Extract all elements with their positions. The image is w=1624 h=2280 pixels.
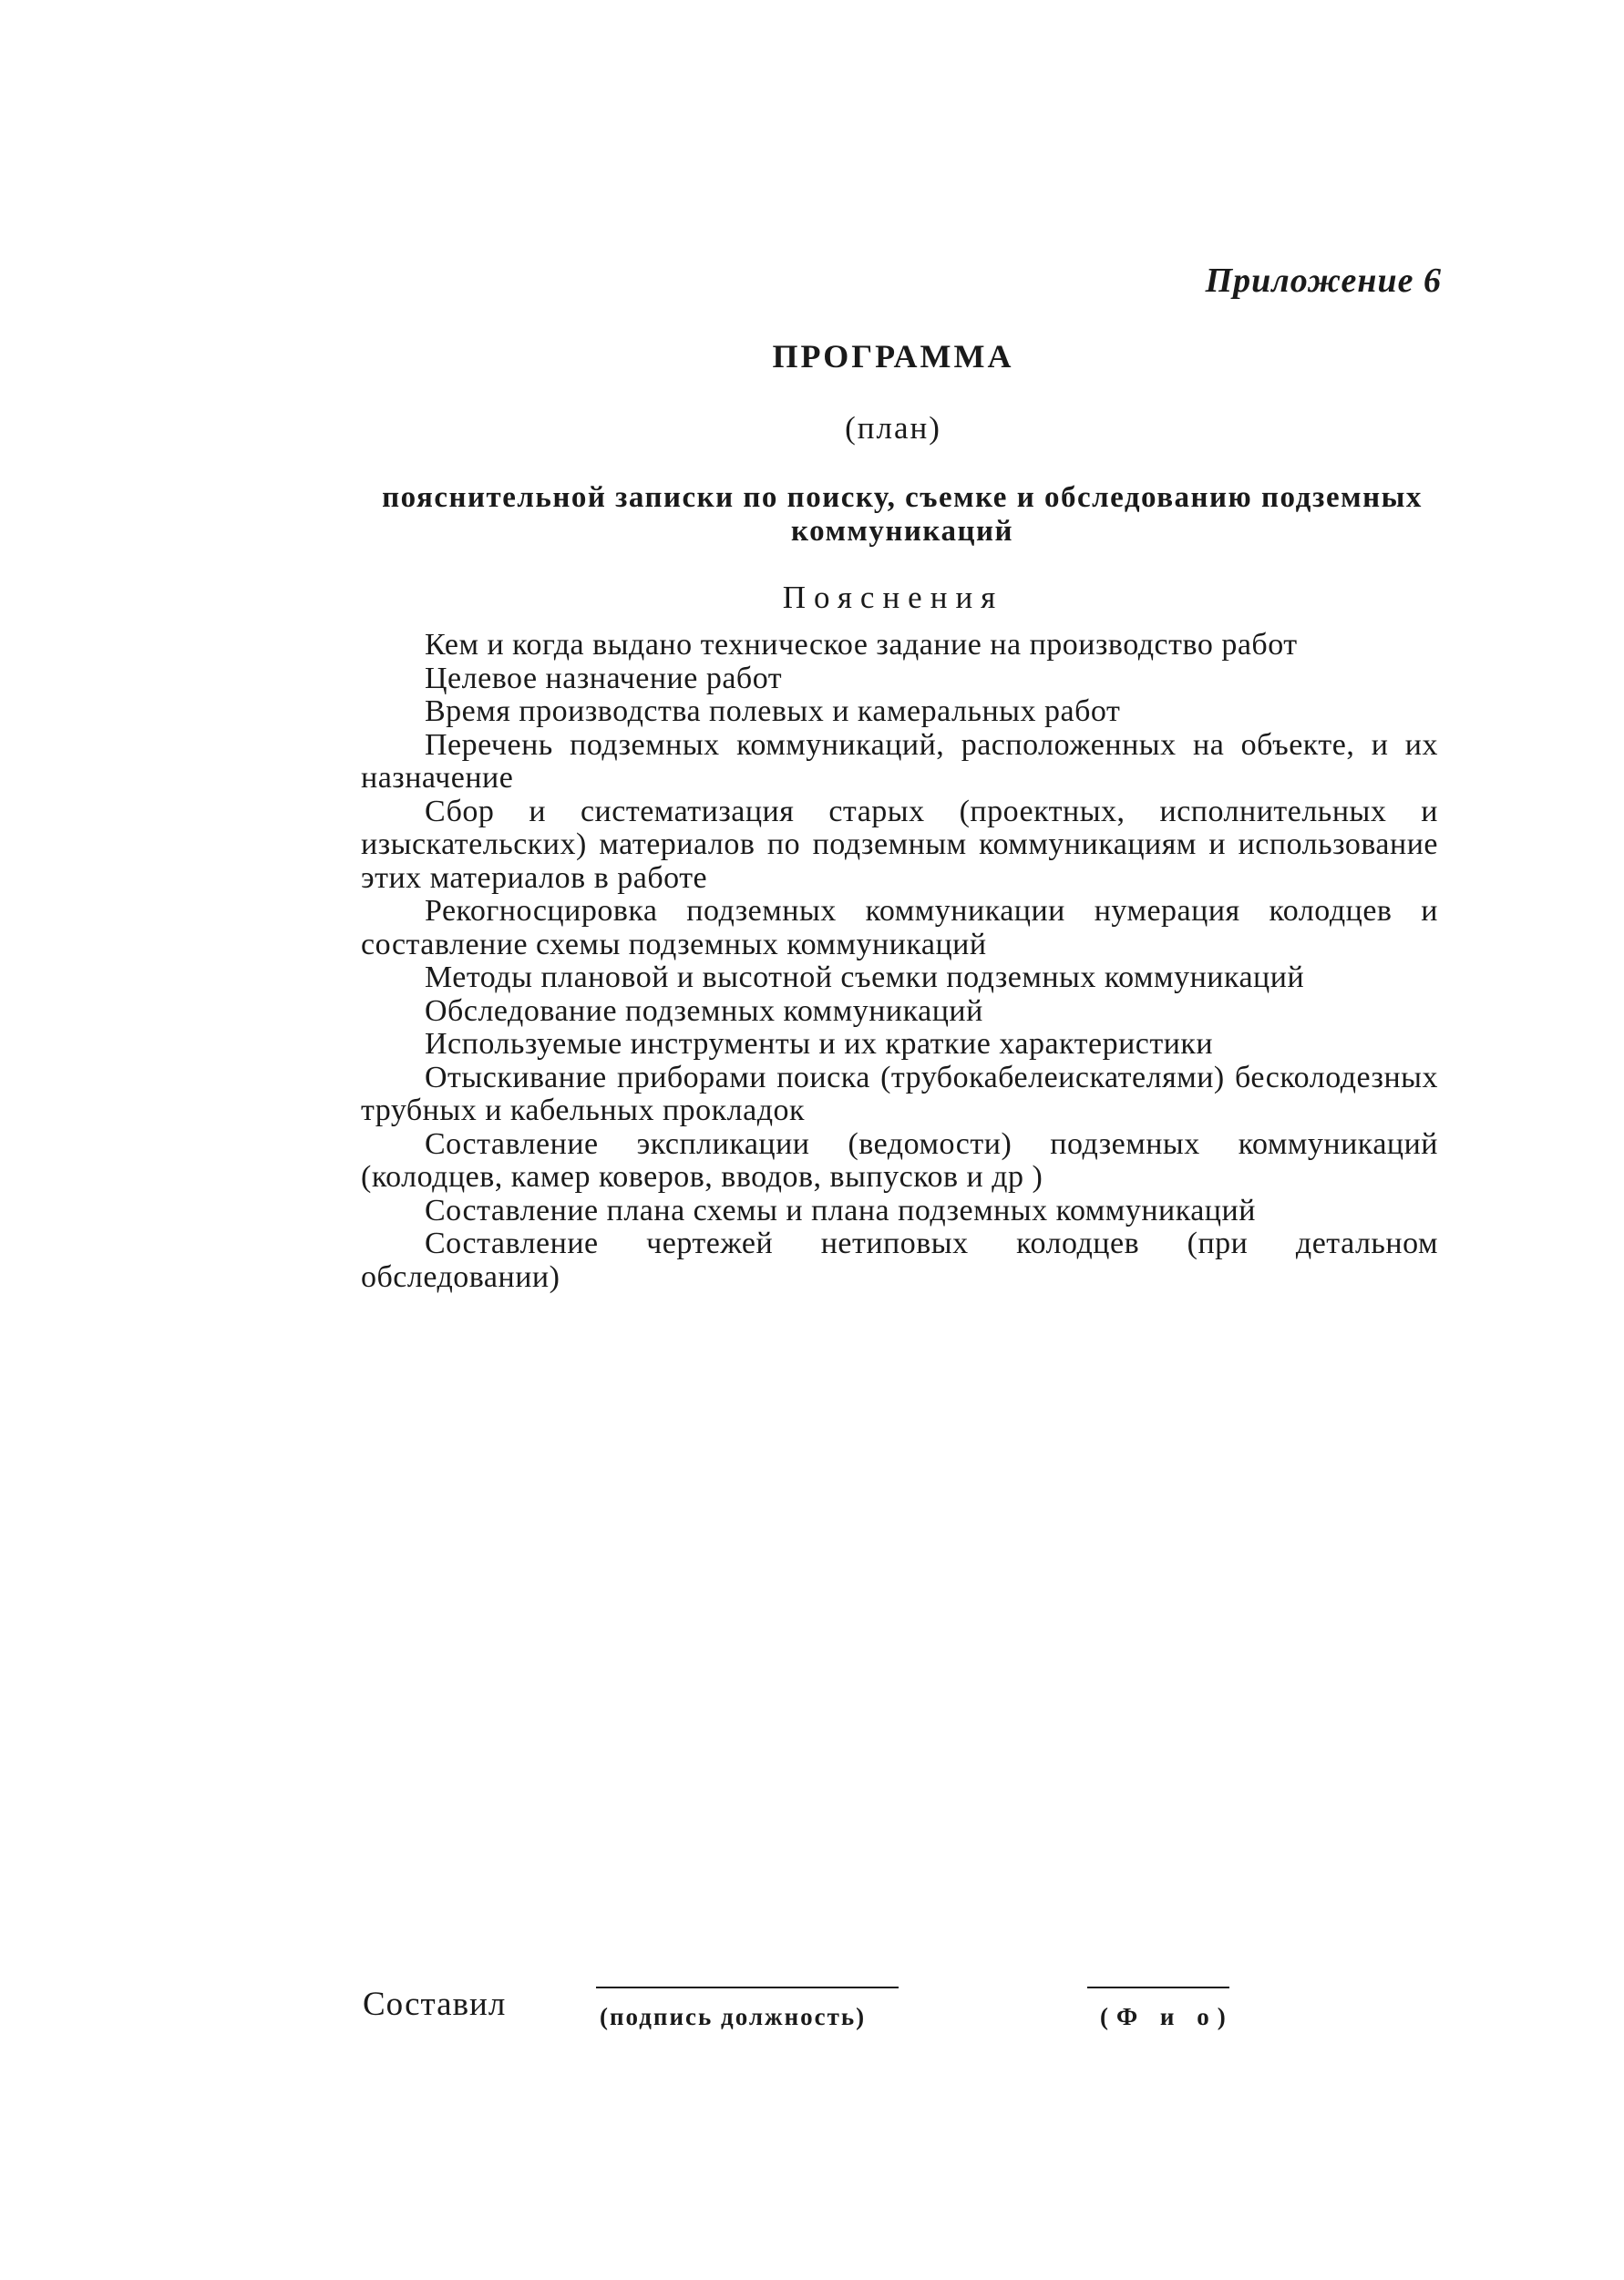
signature-name-line (1087, 1987, 1229, 1988)
list-item: Обследование подземных коммуникаций (425, 993, 983, 1028)
section-title: Пояснения (782, 580, 1004, 615)
list-item: Кем и когда выдано техническое задание на производство работ (425, 628, 1298, 662)
signature-position-line (596, 1987, 899, 1988)
signature-label: Составил (363, 1986, 507, 2023)
signature-name-caption: (Ф и о) (1100, 2003, 1234, 2030)
list-item: Отыскивание приборами поиска (трубокабелеискателями) бесколодезных трубных и кабельных прокладок (361, 1060, 1438, 1127)
appendix-label: Приложение 6 (1205, 262, 1442, 300)
list-item: Целевое назначение работ (425, 661, 783, 695)
page-subtitle: (план) (845, 410, 941, 446)
page-title: ПРОГРАММА (772, 338, 1014, 375)
explanation-list (361, 629, 1438, 1294)
list-item: Используемые инструменты и их краткие характеристики (425, 1027, 1214, 1061)
list-item: Составление экспликации (ведомости) подземных коммуникаций (колодцев, камер коверов, вводов, выпусков и др ) (361, 1126, 1438, 1194)
list-item: Методы плановой и высотной съемки подземных коммуникаций (425, 960, 1305, 994)
list-item: Составление чертежей нетиповых колодцев (при детальном обследовании) (361, 1227, 1438, 1294)
list-item: Составление плана схемы и плана подземных коммуникаций (425, 1193, 1256, 1227)
list-item: Рекогносцировка подземных коммуникации нумерация колодцев и составление схемы подземных коммуникаций (361, 894, 1438, 961)
list-item: Перечень подземных коммуникаций, расположенных на объекте, и их назначение (361, 727, 1438, 795)
signature-position-caption: (подпись должность) (600, 2003, 867, 2030)
list-item: Время производства полевых и камеральных работ (425, 694, 1121, 728)
document-heading: пояснительной записки по поиску, съемке и обследованию подземных коммуникаций (382, 481, 1423, 548)
list-item: Сбор и систематизация старых (проектных, исполнительных и изыскательских) материалов по подземным коммуникациям и использование этих материалов в работе (361, 794, 1438, 895)
